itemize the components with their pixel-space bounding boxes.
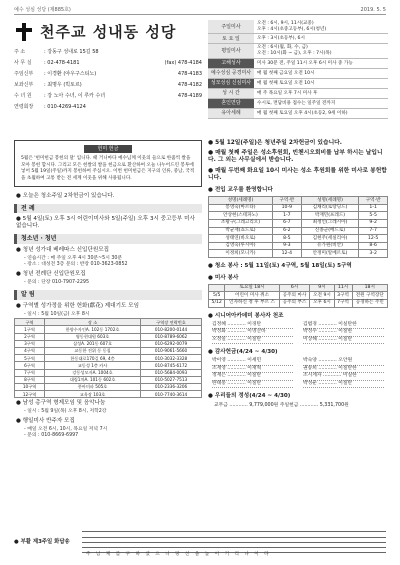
- top-bar: [14, 7, 386, 15]
- schedule-row: [208, 109, 388, 119]
- table-cell: 9-3: [273, 242, 302, 250]
- table-header: 6시: [279, 284, 310, 292]
- thanks-list: [208, 358, 388, 388]
- notice-1-detail: - 일시 : 5월 10일(금) 오후 8시: [24, 311, 90, 317]
- table-cell: 영동현대원 603호: [45, 333, 141, 340]
- table-header: [209, 284, 225, 292]
- table-row: [209, 204, 388, 212]
- schedule-line: 오전 : 6시(월, 화, 수, 금): [257, 45, 308, 51]
- schedule-label: 유아세례: [208, 109, 254, 118]
- table-cell: 12구역: [15, 391, 45, 398]
- table-cell: 1-7: [273, 212, 302, 220]
- list-item: 김정혜 ............ 이경탄: [212, 322, 293, 330]
- schedule-label: 성모성심 신심미사: [208, 79, 254, 88]
- district-table: [14, 318, 202, 398]
- schedule-value: [254, 79, 388, 88]
- table-row: [15, 362, 202, 369]
- list-item: 박이영 ............ 이세민: [212, 358, 293, 366]
- table-cell: 010-6292-0079: [141, 340, 202, 347]
- table-cell: 신종군(베드로): [301, 227, 359, 235]
- announcement-text: 5월은 '헌미헌금 봉헌의 달' 입니다. 때 거니마다 예수님께 이웃의 들으로 한줌씩 쌀을 모아 봉헌 합시다. 그리고 모은 헌쌀의 쌀을 헌금으로 환산하여 오늘 나누어드린 봉투에 넣어 5월 19일(주일)까지 봉헌하여 주십시오. 이번 헌미헌금은 지구의 인류, 중남, 국적을 초월하여 고통 받는 전 세계 이웃을 위해 사용됩니다.: [21, 156, 195, 181]
- table-row: [209, 250, 388, 258]
- table-row: [15, 383, 202, 390]
- issue-date: 2019. 5. 5: [360, 7, 386, 13]
- table-cell: 박균재(쇼드로): [209, 227, 273, 235]
- schedule-label: 평일미사: [208, 44, 254, 57]
- table-cell: 1구역: [15, 326, 45, 333]
- table-row: [15, 391, 202, 398]
- table-cell: 안상현(스테파노): [209, 212, 273, 220]
- table-cell: 이정희(모니카): [209, 250, 273, 258]
- schedule-row: [208, 99, 388, 109]
- schedule-value: [254, 69, 388, 78]
- welcome-heading: ● 전입 교우를 환영합니다: [208, 187, 273, 194]
- schedule-value: [254, 99, 388, 108]
- info-row: 수 녀 원 : 강 노아 수녀, 이 루카 수녀 478-4189: [14, 93, 202, 100]
- table-row: [15, 347, 202, 354]
- table-cell: 10구역: [15, 383, 45, 390]
- table-row: [15, 326, 202, 333]
- notice-3-detail: - 문의 : 010-8669-6997: [24, 433, 79, 439]
- schedule-value: [254, 44, 388, 57]
- schedule-label: 예수성심 공경미사: [208, 69, 254, 78]
- parish-info: [14, 47, 202, 113]
- list-item: 정재은 ............ 이실탄: [212, 373, 293, 381]
- table-cell: 3구역: [15, 340, 45, 347]
- table-cell: 7구역: [334, 300, 352, 308]
- thanks-heading: ● 감사헌금(4/24 ~ 4/30): [208, 349, 278, 356]
- right-notice-2: ● 매월 첫째 주일은 성소후원회, 빈첸시오회비를 납부 하시는 날입니다. 그 외는 사무실에서 받습니다.: [208, 150, 383, 164]
- schedule-line: 오전 : 10시(화 ~ 금), 오후 : 7시(목): [257, 51, 332, 57]
- table-cell: 한동대로170길 69, 4층: [45, 355, 141, 362]
- schedule-value: [254, 20, 388, 33]
- table-cell: 유가원(비안): [301, 242, 359, 250]
- notice-3: ● 행일미사 반주자 모집: [16, 417, 75, 424]
- cleaning-note: ● 청소 봉사 : 5월 11일(토) 4구역, 5월 18일(토) 5구역: [208, 262, 352, 269]
- info-row: 주임신부 : 이경환 (야우구스티노) 478-4183: [14, 71, 202, 78]
- table-cell: 교동한 진위 동 동칠: [45, 347, 141, 354]
- table-cell: 최정인(그레시아): [301, 219, 359, 227]
- table-cell: 010-8745-6172: [141, 362, 202, 369]
- table-cell: 010-3032-3328: [141, 355, 202, 362]
- table-cell: 6-7: [273, 219, 302, 227]
- list-item: 조시계자 ............ 이실한: [303, 373, 384, 381]
- schedule-label: 고해성사: [208, 59, 254, 68]
- table-cell: 12-4: [273, 250, 302, 258]
- list-item: 박숙양 ............ 오안원: [303, 358, 384, 366]
- table-row: [15, 333, 202, 340]
- schedule-line: 오후 : 3시(초등부), 6시: [257, 36, 305, 42]
- table-cell: 3-2: [359, 250, 388, 258]
- table-cell: 김현주(세실리아): [301, 235, 359, 243]
- table-header: 토요일 18시: [225, 284, 279, 292]
- list-item: 김범경 ............ 이실탄한: [303, 322, 384, 330]
- right-column: [208, 137, 388, 410]
- schedule-line: 오전 : 6시, 9시, 11시(교중): [257, 21, 314, 26]
- table-cell: 전원 구역장단: [352, 292, 387, 300]
- table-cell: 010-5684-0093: [141, 369, 202, 376]
- table-cell: 2구역: [15, 333, 45, 340]
- table-cell: 5구역: [15, 355, 45, 362]
- table-header: 9시: [310, 284, 334, 292]
- table-cell: 8구역: [15, 376, 45, 383]
- table-cell: 010-9061-5660: [141, 347, 202, 354]
- announcement-box: [14, 140, 202, 187]
- announcement-heading: 헌미 헌금: [84, 145, 132, 153]
- table-cell: 풍아미파 505호: [45, 383, 141, 390]
- table-cell: 삼성A. 201동 607호: [45, 340, 141, 347]
- page-title: 천주교 성내동 성당: [40, 22, 177, 41]
- schedule-row: [208, 59, 388, 69]
- youth-item-2-detail: - 문의 : 단장 010-7907-2295: [24, 279, 90, 285]
- table-header: 장 소: [45, 319, 141, 326]
- table-cell: 공주의 부스: [279, 300, 310, 308]
- issue-label: 예수 성심 성당 (제885호): [14, 7, 71, 13]
- table-row: [15, 369, 202, 376]
- schedule-row: [208, 69, 388, 79]
- table-cell: 8-6: [359, 242, 388, 250]
- info-row: 주 소 : 강동구 성내로 15길 58: [14, 49, 99, 56]
- schedule-value: [254, 34, 388, 43]
- table-cell: 안정미(알베르토): [301, 250, 359, 258]
- music-staff: [82, 531, 386, 553]
- table-header: 성명(세례명): [209, 197, 273, 205]
- table-row: [209, 235, 388, 243]
- table-cell: 강동성모자A. 1004호: [45, 369, 141, 376]
- table-cell: 9-2: [359, 219, 388, 227]
- table-header: 성명(세례명): [301, 197, 359, 205]
- header: [14, 20, 202, 44]
- psalm-label: ● 부활 제3주일 화답송: [14, 538, 70, 545]
- table-cell: 010-7740-3614: [141, 391, 202, 398]
- table-cell: 5-5: [359, 212, 388, 220]
- table-cell: 010-8200-0144: [141, 326, 202, 333]
- schedule-value: [254, 59, 388, 68]
- schedule-value: [254, 89, 388, 98]
- table-header: 구역: [15, 319, 45, 326]
- table-cell: 4구역: [15, 347, 45, 354]
- mass-service-table: [208, 284, 388, 308]
- table-cell: 공경하는 주민: [352, 300, 387, 308]
- table-cell: 12-5: [359, 235, 388, 243]
- schedule-line: 매 월 첫째 토요일 오전 10시: [257, 80, 315, 86]
- schedule-line: 매 월 첫째 토요일 오후 4시(초등2, 9세 이하): [257, 110, 348, 116]
- list-item: 박정화 ............ 이영산바: [212, 329, 293, 337]
- notice-3-detail: - 매일 오전 6시, 10시, 목요일 저녁 7시: [24, 426, 108, 432]
- table-cell: 공주의 마사: [279, 292, 310, 300]
- table-cell: 10-9: [273, 204, 302, 212]
- welcome-table: [208, 196, 388, 258]
- table-row: [15, 376, 202, 383]
- mass-schedule: [208, 20, 388, 119]
- notice-1: ● 구역별 성가정을 위한 헌화(獻花) 제대기도 모임: [16, 302, 139, 309]
- table-row: [209, 292, 388, 300]
- table-cell: 성태연(바오로): [209, 235, 273, 243]
- list-item: 박성순 ............ 이실탄: [303, 381, 384, 389]
- table-cell: 오전 9시: [310, 292, 334, 300]
- table-row: [209, 219, 388, 227]
- table-cell: 1-1: [359, 204, 388, 212]
- schedule-row: [208, 89, 388, 99]
- table-cell: 3구역: [334, 292, 352, 300]
- youth-item-1-detail: - 장소 : 대성전 3층 문의 : 반장 010-3623-0852: [24, 262, 128, 268]
- info-row: 연령회장 : 010-4269-4124: [14, 104, 86, 111]
- schedule-row: [208, 20, 388, 34]
- offering-heading: ● 우리들의 정성(4/24 ~ 4/30): [208, 393, 291, 400]
- list-item: 한태흥 ............ 이실탄: [212, 381, 293, 389]
- table-row: [209, 300, 388, 308]
- table-cell: 김채리(로랑딩드): [301, 204, 359, 212]
- table-row: [209, 242, 388, 250]
- notice-2-detail: - 일시 : 5월 9일(목) 오후 8시, 저학2강: [24, 409, 107, 415]
- right-notice-3: ● 매월 두번째 화요일 10시 미사는 성소 후원회를 위한 미사로 봉헌합니다.: [208, 167, 387, 181]
- table-row: [15, 355, 202, 362]
- table-cell: 8-5: [273, 235, 302, 243]
- schedule-row: [208, 34, 388, 44]
- table-cell: 한양수자인A. 102동 1702호: [45, 326, 141, 333]
- table-header: 구역장 연락번호: [141, 319, 202, 326]
- table-row: [209, 227, 388, 235]
- table-row: [209, 212, 388, 220]
- schedule-line: 오후 : 4시(초중고등부), 6시(청년): [257, 26, 327, 32]
- youth-item-1-detail: - 연습시간 : 매 주일 오후 4시 30분~5시 30분: [24, 255, 123, 261]
- table-cell: 교육장 103호: [45, 391, 141, 398]
- table-header: 구역·반: [273, 197, 302, 205]
- table-cell: 교동성 1층 카사: [45, 362, 141, 369]
- notice-2: ● 남성 총구역 형제모임 및 음악나눔: [16, 400, 106, 407]
- schedule-label: 성 시 간: [208, 89, 254, 98]
- list-item: 조재영 ............ 이재혁: [212, 366, 293, 374]
- table-header: 11시: [334, 284, 352, 292]
- schedule-label: 토 요 일: [208, 34, 254, 43]
- table-cell: 010-5027-7513: [141, 376, 202, 383]
- table-cell: 5/12: [209, 300, 225, 308]
- table-cell: 010-8789-6062: [141, 333, 202, 340]
- cross-icon: [14, 22, 34, 42]
- table-header: 구역·반: [359, 197, 388, 205]
- table-cell: 010-2336-3206: [141, 383, 202, 390]
- table-cell: 7-7: [359, 227, 388, 235]
- right-notice-1: ● 5월 12일(주일)은 청년주일 2차헌금이 있습니다.: [208, 140, 342, 146]
- table-cell: 박재민(프레드): [301, 212, 359, 220]
- table-cell: 5/5: [209, 292, 225, 300]
- table-cell: 김영숙(루시아): [209, 242, 273, 250]
- schedule-row: [208, 44, 388, 58]
- table-cell: 어린이 미사 쥐소: [225, 292, 279, 300]
- schedule-line: 수시로, 면담비용 접수는 일주일 전까지: [257, 100, 336, 106]
- mass-service-heading: ● 미사 봉사: [208, 274, 239, 281]
- table-cell: 오후 6시: [310, 300, 334, 308]
- table-row: [15, 340, 202, 347]
- list-item: 권송희 ............ 이실탄한: [303, 366, 384, 374]
- info-row: 보좌신부 : 최명우 (빅토르) 478-4182: [14, 82, 202, 89]
- liturgy-notice: ● 5월 4일(토) 오후 3시 어린이미사와 5일(주일) 오후 3시 중고등부 미사 없습니다.: [16, 216, 195, 230]
- list-item: 오정일 ............ 이실탄: [212, 337, 293, 345]
- table-cell: 인자하신 정 후 부르 스: [225, 300, 279, 308]
- today-notice: ● 오늘은 청소주일 2차헌금이 있습니다.: [16, 192, 115, 199]
- schedule-label: 주일미사: [208, 20, 254, 33]
- table-cell: 봉영숙(마르타): [209, 204, 273, 212]
- section-youth: 청소년 · 청년: [14, 234, 202, 244]
- table-cell: 6-2: [273, 227, 302, 235]
- schedule-line: 매 월 첫째 금요일 오전 10시: [257, 70, 315, 76]
- table-header: 18시: [352, 284, 387, 292]
- schedule-line: 미사 30분 전, 주일 11시 오후 6시 미사 중 가능: [257, 60, 353, 66]
- schedule-label: 혼인면담: [208, 99, 254, 108]
- table-cell: 조황구(그레고리오): [209, 219, 273, 227]
- psalm-lyric: 주 님 제 를 구 하 셨 으 니 당 신 을 높 이 기 리 나 이 다: [86, 552, 271, 557]
- volunteer-list: [208, 322, 388, 345]
- table-cell: 6구역: [15, 362, 45, 369]
- section-notices: 알 림: [14, 290, 202, 300]
- volunteer-heading: ● 시니어아카데미 봉사자 천조: [208, 312, 284, 319]
- table-cell: 7구역: [15, 369, 45, 376]
- section-liturgy: 전 례: [14, 204, 202, 214]
- info-row: 사 무 실 : 02-478-4181 (fax) 478-4184: [14, 60, 202, 67]
- schedule-value: [254, 109, 388, 118]
- left-column: [14, 140, 202, 440]
- youth-item-2: ● 청년 전례단 신입단원모집: [16, 270, 86, 277]
- offering-text: 교무금 ............ 9,779,000원 주일헌금 ............ 5,331,700원: [214, 403, 349, 409]
- list-item: 박정수 ............ 이실한: [303, 329, 384, 337]
- youth-item-1: ● 청년 성가대 베레따스 신입단원모집: [16, 246, 110, 253]
- list-item: 이상해 ............ 이실탄: [303, 337, 384, 345]
- schedule-row: [208, 79, 388, 89]
- schedule-line: 매 주 목요일 오후 7시 미사 후: [257, 90, 318, 96]
- table-cell: 대림1차A. 101동 602호: [45, 376, 141, 383]
